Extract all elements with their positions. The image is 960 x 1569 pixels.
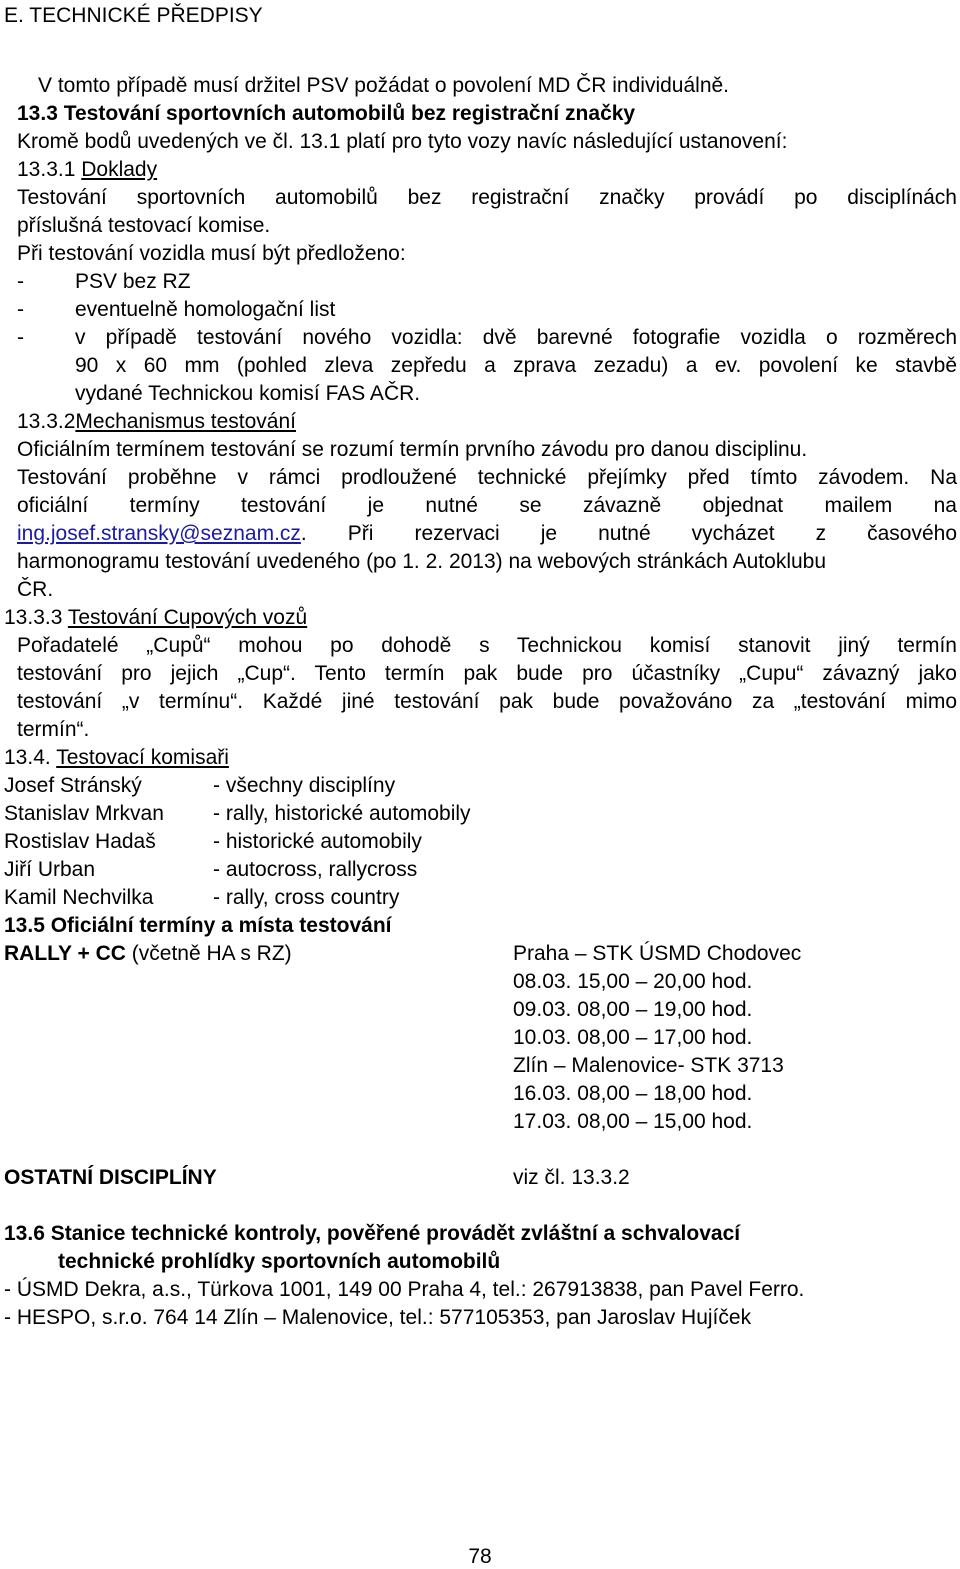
paragraph-line: ČR. [17, 578, 54, 601]
list-item-text: eventuelně homologační list [75, 298, 336, 321]
email-line [17, 521, 957, 547]
subsection-13-3-1-heading [17, 157, 157, 183]
paragraph-line: testování pro jejich „Cup“. Tento termín pak bude pro účastníky „Cupu“ závazný jako [17, 662, 957, 685]
subsection-number: 13.3.2 [17, 410, 76, 433]
commissioner-row [4, 773, 142, 799]
list-item [17, 269, 191, 295]
paragraph-line: termín“. [17, 718, 90, 741]
subsection-number: 13.3.1 [17, 158, 76, 181]
section-13-4-heading [4, 745, 229, 771]
schedule-line: 10.03. 08,00 – 17,00 hod. [513, 1026, 753, 1049]
schedule-line: 09.03. 08,00 – 19,00 hod. [513, 998, 753, 1021]
subsection-13-3-2-heading [17, 409, 296, 435]
email-line-rest: . Při rezervaci je nutné vycházet z časového [300, 522, 957, 545]
list-bullet: - [17, 298, 24, 321]
section-13-6-title: 13.6 Stanice technické kontroly, pověřené provádět zvláštní a schvalovací [4, 1222, 741, 1245]
commissioner-scope: - autocross, rallycross [213, 858, 418, 881]
subsection-title: Mechanismus testování [75, 410, 296, 433]
schedule-line: Praha – STK ÚSMD Chodovec [513, 942, 802, 965]
list-bullet: - [17, 270, 24, 293]
list-bullet: - [17, 326, 24, 349]
list-item-continuation: 90 x 60 mm (pohled zleva zepředu a zprava zezadu) a ev. povolení ke stavbě [75, 354, 957, 377]
paragraph-line: příslušná testovací komise. [17, 214, 271, 237]
rally-label [4, 941, 292, 967]
list-item [17, 325, 957, 351]
paragraph-line: Testování proběhne v rámci prodloužené technické přejímky před tímto závodem. Na [17, 466, 957, 489]
paragraph-line: oficiální termíny testování je nutné se závazně objednat mailem na [17, 494, 957, 517]
section-heading: E. TECHNICKÉ PŘEDPISY [4, 4, 263, 27]
list-item-text: PSV bez RZ [75, 270, 191, 293]
paragraph-line: testování „v termínu“. Každé jiné testování pak bude považováno za „testování mimo [17, 690, 957, 713]
paragraph-line: Pořadatelé „Cupů“ mohou po dohodě s Technickou komisí stanovit jiný termín [17, 634, 957, 657]
paragraph-line [17, 521, 957, 547]
rally-label-bold: RALLY + CC [4, 942, 126, 965]
station-entry: - HESPO, s.r.o. 764 14 Zlín – Malenovice, tel.: 577105353, pan Jaroslav Hujíček [4, 1306, 752, 1329]
subsection-title: Doklady [81, 158, 158, 181]
commissioner-name: Jiří Urban [4, 858, 96, 881]
commissioner-name: Kamil Nechvilka [4, 886, 154, 909]
section-13-5-title: 13.5 Oficiální termíny a místa testování [4, 914, 392, 937]
other-disciplines-label: OSTATNÍ DISCIPLÍNY [4, 1166, 217, 1189]
commissioner-scope: - rally, cross country [213, 886, 400, 909]
list-item-continuation: vydané Technickou komisí FAS AČR. [75, 382, 421, 405]
commissioner-scope: - všechny disciplíny [213, 774, 396, 797]
section-number: 13.4. [4, 746, 51, 769]
station-entry: - ÚSMD Dekra, a.s., Türkova 1001, 149 00 Praha 4, tel.: 267913838, pan Pavel Ferro. [4, 1278, 805, 1301]
intro-paragraph: V tomto případě musí držitel PSV požádat o povolení MD ČR individuálně. [38, 74, 730, 97]
section-13-3-intro: Kromě bodů uvedených ve čl. 13.1 platí pro tyto vozy navíc následující ustanovení: [17, 130, 788, 153]
schedule-line: 08.03. 15,00 – 20,00 hod. [513, 970, 753, 993]
section-13-3-title: 13.3 Testování sportovních automobilů bez registrační značky [17, 102, 636, 125]
section-13-6-title-continued: technické prohlídky sportovních automobilů [58, 1250, 501, 1273]
page-number: 78 [468, 1545, 492, 1568]
schedule-line: Zlín – Malenovice- STK 3713 [513, 1054, 784, 1077]
paragraph-line: harmonogramu testování uvedeného (po 1. 2. 2013) na webových stránkách Autoklubu [17, 550, 827, 573]
subsection-title: Testování Cupových vozů [67, 606, 308, 629]
list-item-text: v případě testování nového vozidla: dvě barevné fotografie vozidla o rozměrech [75, 326, 957, 349]
subsection-13-3-3-heading [4, 605, 307, 631]
commissioner-name: Stanislav Mrkvan [4, 802, 164, 825]
schedule-line: 17.03. 08,00 – 15,00 hod. [513, 1110, 753, 1133]
commissioner-scope: - historické automobily [213, 830, 422, 853]
subsection-number: 13.3.3 [4, 606, 63, 629]
list-item [17, 297, 335, 323]
commissioner-name: Josef Stránský [4, 774, 142, 797]
section-title: Testovací komisaři [56, 746, 229, 769]
schedule-line: 16.03. 08,00 – 18,00 hod. [513, 1082, 753, 1105]
email-link[interactable]: ing.josef.stransky@seznam.cz [17, 522, 301, 545]
required-documents-intro: Při testování vozidla musí být předloženo: [17, 242, 406, 265]
rally-label-rest: (včetně HA s RZ) [125, 942, 292, 965]
commissioner-name: Rostislav Hadaš [4, 830, 156, 853]
commissioner-scope: - rally, historické automobily [213, 802, 471, 825]
other-disciplines-value: viz čl. 13.3.2 [513, 1166, 630, 1189]
paragraph-line: Oficiálním termínem testování se rozumí termín prvního závodu pro danou disciplinu. [17, 438, 808, 461]
paragraph-line: Testování sportovních automobilů bez registrační značky provádí po disciplínách [17, 186, 957, 209]
